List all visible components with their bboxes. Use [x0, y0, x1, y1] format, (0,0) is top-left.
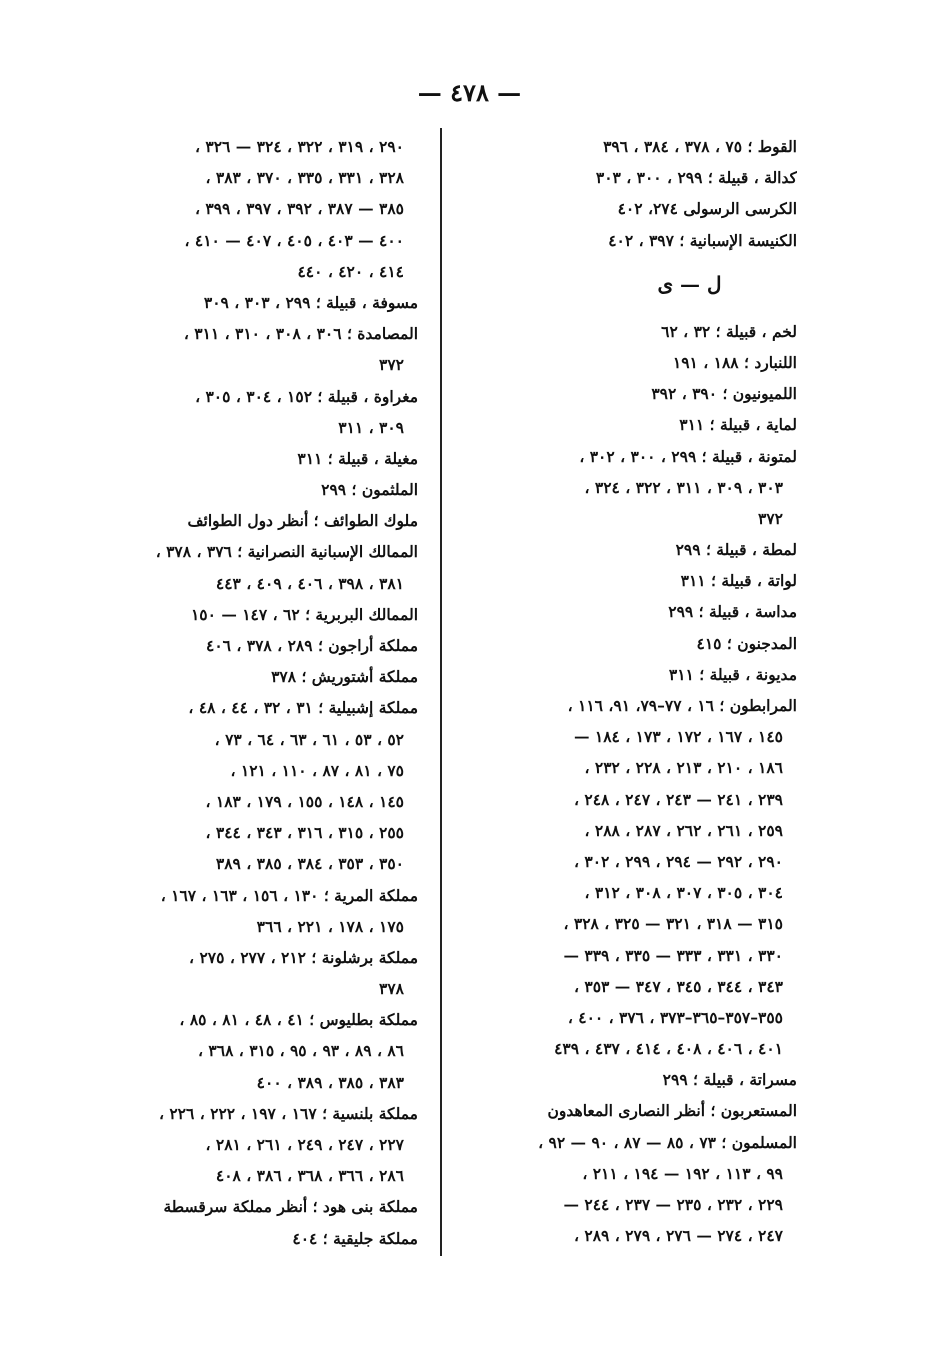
index-continuation-line: ٢٨٦ ، ٣٦٦ ، ٣٦٨ ، ٣٨٦ ، ٤٠٨ [215, 1166, 404, 1186]
index-continuation-line: ٣٨٥ — ٣٨٧ ، ٣٩٢ ، ٣٩٧ ، ٣٩٩ ، [194, 199, 404, 219]
index-continuation-line: ٣٥٠ ، ٣٥٣ ، ٣٨٤ ، ٣٨٥ ، ٣٨٩ [215, 854, 404, 874]
index-entry: لواتة ، قبيلة ؛ ٣١١ [680, 571, 797, 591]
index-entry: مغيلة ، قبيلة ؛ ٣١١ [297, 448, 418, 468]
index-entry: الكنيسة الإسبانية ؛ ٣٩٧ ، ٤٠٢ [608, 230, 797, 250]
index-continuation-line: ٣٧٢ [379, 355, 404, 375]
index-continuation-line: ٢٥٩ ، ٢٦١ ، ٢٦٢ ، ٢٨٧ ، ٢٨٨ ، [584, 820, 783, 840]
index-entry: لماية ، قبيلة ؛ ٣١١ [679, 415, 797, 435]
index-entry: مملكة أشتوريش ؛ ٣٧٨ [271, 667, 418, 687]
index-continuation-line: ٣٤٣ ، ٣٤٤ ، ٣٤٥ ، ٣٤٧ — ٣٥٣ ، [573, 976, 783, 996]
index-continuation-line: ٣٢٨ ، ٣٣١ ، ٣٣٥ ، ٣٧٠ ، ٣٨٣ ، [205, 168, 404, 188]
index-continuation-line: ٢٣٩ ، ٢٤١ — ٢٤٣ ، ٢٤٧ ، ٢٤٨ ، [573, 789, 783, 809]
index-entry: لمطة ، قبيلة ؛ ٢٩٩ [675, 540, 797, 560]
index-continuation-line: ١٧٥ ، ١٧٨ ، ٢٢١ ، ٣٦٦ [256, 916, 404, 936]
index-entry: المصامدة ؛ ٣٠٦ ، ٣٠٨ ، ٣١٠ ، ٣١١ ، [183, 324, 418, 344]
index-entry: لمتونة ، قبيلة ؛ ٢٩٩ ، ٣٠٠ ، ٣٠٢ ، [579, 446, 797, 466]
index-continuation-line: ٣٠٣ ، ٣٠٩ ، ٣١١ ، ٣٢٢ ، ٣٢٤ ، [584, 477, 783, 497]
index-continuation-line: ٣٧٨ [379, 979, 404, 999]
index-continuation-line: ٣٨١ ، ٣٩٨ ، ٤٠٦ ، ٤٠٩ ، ٤٤٣ [215, 573, 404, 593]
index-entry: المرابطون ؛ ١٦ ، ٧٧–٧٩، ٩١، ١١٦ ، [567, 696, 797, 715]
index-entry: الملثمون ؛ ٢٩٩ [321, 480, 418, 500]
index-entry: مملكة إشبيلية ؛ ٣١ ، ٣٢ ، ٤٤ ، ٤٨ ، [188, 698, 418, 718]
index-continuation-line: ١٤٥ ، ١٤٨ ، ١٥٥ ، ١٧٩ ، ١٨٣ ، [205, 791, 404, 811]
index-continuation-line: ٥٢ ، ٥٣ ، ٦١ ، ٦٣ ، ٦٤ ، ٧٣ ، [214, 729, 404, 749]
index-continuation-line: ٢٢٧ ، ٢٤٧ ، ٢٤٩ ، ٢٦١ ، ٢٨١ ، [205, 1135, 404, 1154]
index-entry: مديونة ، قبيلة ؛ ٣١١ [668, 664, 797, 684]
index-continuation-line: ١٨٦ ، ٢١٠ ، ٢١٣ ، ٢٢٨ ، ٢٣٢ ، [584, 758, 783, 778]
index-continuation-line: ١٤٥ ، ١٦٧ ، ١٧٢ ، ١٧٣ ، ١٨٤ — [573, 727, 783, 747]
index-entry: اللميونيون ؛ ٣٩٠ ، ٣٩٢ [651, 384, 797, 404]
index-continuation-line: ٢٤٧ ، ٢٧٤ — ٢٧٦ ، ٢٧٩ ، ٢٨٩ ، [573, 1226, 783, 1246]
index-section-heading: ل — ى [657, 271, 722, 296]
index-continuation-line: ٣٠٩ ، ٣١١ [338, 417, 404, 437]
index-continuation-line: ٢٩٠ ، ٢٩٢ — ٢٩٤ ، ٢٩٩ ، ٣٠٢ ، [573, 851, 783, 871]
index-continuation-line: ٤٠١ ، ٤٠٦ ، ٤٠٨ ، ٤١٤ ، ٤٣٧ ، ٤٣٩ [554, 1039, 783, 1059]
index-continuation-line: ٣٣٠ ، ٣٣١ ، ٣٣٣ — ٣٣٥ ، ٣٣٩ — [563, 945, 783, 965]
index-entry: مملكة أراجون ؛ ٢٨٩ ، ٣٧٨ ، ٤٠٦ [206, 636, 418, 655]
index-entry: مملكة بطليوس ؛ ٤١ ، ٤٨ ، ٨١ ، ٨٥ ، [179, 1010, 418, 1030]
index-continuation-line: ٤٠٠ — ٤٠٣ ، ٤٠٥ ، ٤٠٧ — ٤١٠ ، [184, 230, 404, 250]
index-entry: المسلمون ؛ ٧٣ ، ٨٥ — ٨٧ ، ٩٠ — ٩٢ ، [538, 1132, 797, 1152]
index-entry: مداسة ، قبيلة ؛ ٢٩٩ [668, 602, 797, 622]
index-entry: مسوفة ، قبيلة ؛ ٢٩٩ ، ٣٠٣ ، ٣٠٩ [203, 292, 418, 312]
index-continuation-line: ٣٠٤ ، ٣٠٥ ، ٣٠٧ ، ٣٠٨ ، ٣١٢ ، [584, 883, 783, 903]
index-entry: المدجنون ؛ ٤١٥ [696, 633, 797, 653]
index-entry: مملكة المرية ؛ ١٣٠ ، ١٥٦ ، ١٦٣ ، ١٦٧ ، [160, 885, 418, 905]
index-entry: المستعربون ؛ أنظر النصارى المعاهدون [547, 1101, 797, 1121]
index-entry: مملكة برشلونة ؛ ٢١٢ ، ٢٧٧ ، ٢٧٥ ، [189, 947, 418, 967]
index-entry: الكرسى الرسولى ٢٧٤، ٤٠٢ [617, 199, 797, 219]
index-entry: مملكة بنى هود ؛ أنظر مملكة سرقسطة [163, 1197, 418, 1217]
index-continuation-line: ٣٥٥–٣٥٧–٣٦٥–٣٧٣ ، ٣٧٦ ، ٤٠٠ ، [567, 1007, 783, 1027]
index-entry: اللنبارد ؛ ١٨٨ ، ١٩١ [672, 352, 797, 372]
index-entry: الممالك الإسبانية النصرانية ؛ ٣٧٦ ، ٣٧٨ ، [155, 542, 418, 562]
index-continuation-line: ٩٩ ، ١١٣ ، ١٩٢ — ١٩٤ ، ٢١١ ، [582, 1163, 783, 1183]
index-entry: كدالة ، قبيلة ؛ ٢٩٩ ، ٣٠٠ ، ٣٠٣ [595, 168, 797, 188]
index-entry: مسراتة ، قبيلة ؛ ٢٩٩ [662, 1070, 797, 1090]
index-continuation-line: ٣٧٢ [758, 508, 783, 528]
index-column-right [462, 131, 797, 1251]
index-entry: مملكة بلنسية ؛ ١٦٧ ، ١٩٧ ، ٢٢٢ ، ٢٢٦ ، [158, 1103, 418, 1123]
index-continuation-line: ٢٩٠ ، ٣١٩ ، ٣٢٢ ، ٣٢٤ — ٣٢٦ ، [194, 137, 404, 156]
index-continuation-line: ٣١٥ — ٣١٨ ، ٣٢١ — ٣٢٥ ، ٣٢٨ ، [563, 914, 783, 934]
index-continuation-line: ٤١٤ ، ٤٢٠ ، ٤٤٠ [297, 261, 404, 281]
column-divider [440, 128, 442, 1256]
index-continuation-line: ٣٨٣ ، ٣٨٥ ، ٣٨٩ ، ٤٠٠ [256, 1072, 404, 1092]
index-entry: مملكة جليقية ؛ ٤٠٤ [292, 1228, 418, 1248]
index-entry: القوط ؛ ٧٥ ، ٣٧٨ ، ٣٨٤ ، ٣٩٦ [603, 137, 797, 156]
index-entry: مغراوة ، قبيلة ؛ ١٥٢ ، ٣٠٤ ، ٣٠٥ ، [195, 386, 418, 406]
page-number: — ٤٧٨ — [417, 78, 522, 107]
index-continuation-line: ٧٥ ، ٨١ ، ٨٧ ، ١١٠ ، ١٢١ ، [230, 760, 404, 780]
index-entry: ملوك الطوائف ؛ أنظر دول الطوائف [187, 511, 418, 531]
index-continuation-line: ٨٦ ، ٨٩ ، ٩٣ ، ٩٥ ، ٣١٥ ، ٣٦٨ ، [198, 1041, 404, 1061]
index-continuation-line: ٢٢٩ ، ٢٣٢ ، ٢٣٥ — ٢٣٧ ، ٢٤٤ — [563, 1195, 783, 1214]
index-entry: لخم ، قبيلة ؛ ٣٢ ، ٦٢ [661, 321, 797, 341]
index-entry: الممالك البربرية ؛ ٦٢ ، ١٤٧ — ١٥٠ [190, 604, 418, 624]
index-continuation-line: ٢٥٥ ، ٣١٥ ، ٣١٦ ، ٣٤٣ ، ٣٤٤ ، [205, 823, 404, 843]
index-column-left [88, 131, 418, 1254]
